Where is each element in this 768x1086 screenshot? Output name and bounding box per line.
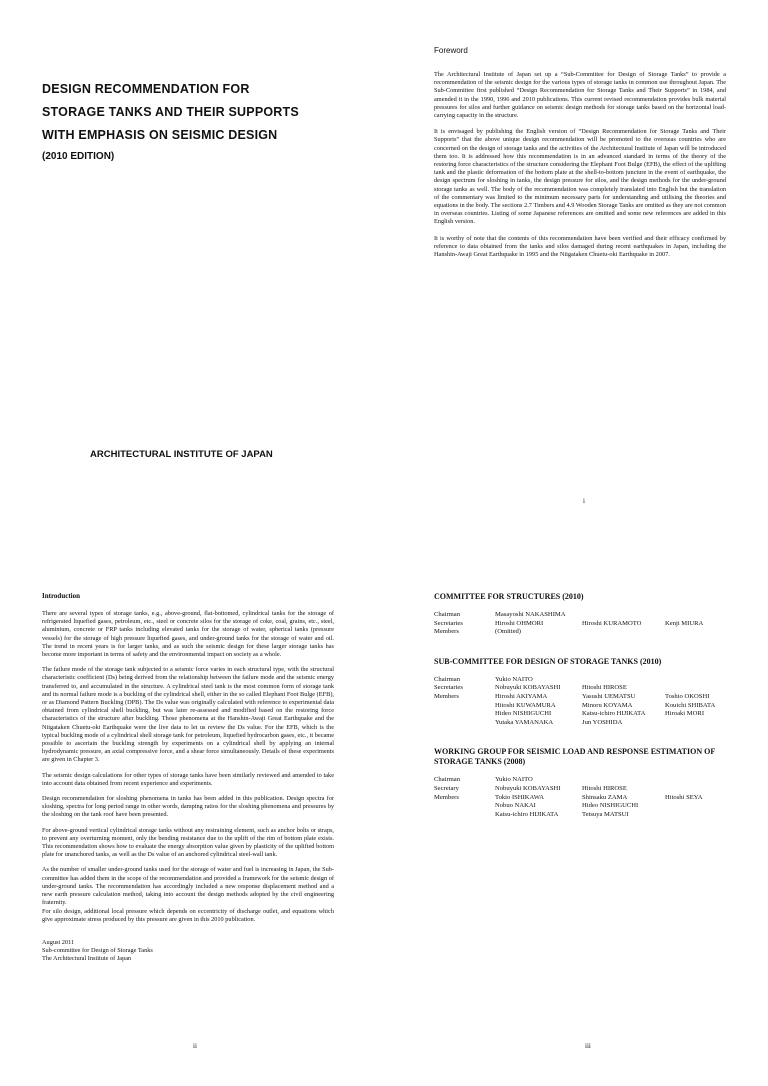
introduction-paragraph-2: The failure mode of the storage tank subjected to a seismic force varies in each structural type, with the structural characteristic coefficient (Ds) being derived from the relationship between the failure mode and the seismic energy transferred to, and accumulated in the structure. A cylindrical steel tank is the most common form of storage tank and its normal failure mode is a buckling of the cylindrical shell, either in the so called Elephant Foot Bulge (EFB), or as Diamond Pattern Buckling (DPB). The Ds value was originally calculated with reference to experimental data obtained from cylindrical shell buckling, but was later re-assessed and modified based on the restoring force characteristics of the structure after buckling. Those phenomena at the Hanshin-Awaji Great Earthquake and the Niigataken Chuetu-oki Earthquake were the live data to let us review the Ds value. For the EFB, which is the typical buckling mode of a cylindrical shell storage tank for petroleum, liquefied hydrocarbon gases, etc., it became possible to ascertain the buckling strength by experiments on a cylindrical shell by applying an internal hydrodynamic pressure, an axial compressive force, and a shear force simultaneously. Details of these experiments are given in Chapter 3.	[42, 666, 334, 764]
foreword-section	[434, 46, 726, 267]
document-title-line-2: STORAGE TANKS AND THEIR SUPPORTS	[42, 105, 299, 119]
roster-role: Secretary	[434, 784, 459, 792]
roster-role	[434, 802, 495, 811]
foreword-paragraph-3: It is worthy of note that the contents of this recommendation have been verified and their efficacy confirmed by reference to data obtained from the tanks and silos damaged during recent earthquakes in Japan, including the Hanshin-Awaji Great Earthquake in 1995 and the Niigataken Chuetu-oki Earthquake in 2007.	[434, 234, 726, 259]
roster-name	[665, 811, 703, 820]
roster-name	[665, 785, 703, 794]
roster-row	[434, 684, 715, 693]
roster-row	[434, 719, 715, 728]
roster-role	[434, 710, 495, 719]
document-title-line-1: DESIGN RECOMMENDATION FOR	[42, 82, 250, 96]
roster-name: Toshio OKOSHI	[665, 692, 710, 700]
roster-name	[665, 676, 715, 685]
title-block	[42, 82, 362, 162]
roster-role: Members	[434, 793, 459, 801]
signature-committee: Sub-committee for Design of Storage Tanks	[42, 947, 153, 955]
roster-name	[665, 719, 715, 728]
roster-row	[434, 702, 715, 711]
introduction-paragraph-3: The seismic design calculations for other types of storage tanks have been similarly reviewed and amended to take into account data obtained from recent experience and experiments.	[42, 771, 334, 787]
roster-name	[665, 776, 703, 785]
roster-name: Yukio NAITO	[495, 675, 533, 683]
roster-row	[434, 628, 703, 637]
roster-name: Hiroaki MORI	[665, 710, 705, 718]
page-number-ii: ii	[193, 1042, 197, 1050]
roster-name: Yasushi UEMATSU	[582, 692, 636, 700]
roster-name: Nobuo NAKAI	[495, 802, 536, 810]
roster-name: (Omitted)	[495, 628, 522, 636]
page-number-i: i	[583, 497, 585, 505]
introduction-heading: Introduction	[42, 592, 80, 600]
roster-role: Members	[434, 692, 459, 700]
introduction-paragraph-4: Design recommendation for sloshing phenomena in tanks has been added in this publication. Design spectra for sloshing, spectra for long period range in other words, damping ratios for the sloshing phenomena and pressures by the sloshing on the tank roof have been presented.	[42, 795, 334, 819]
committee-roster	[434, 611, 703, 637]
publisher-name: ARCHITECTURAL INSTITUTE OF JAPAN	[90, 449, 273, 460]
committees-section	[434, 592, 734, 839]
introduction-section	[42, 592, 334, 964]
roster-name: Jun YOSHIDA	[582, 718, 623, 726]
roster-name	[582, 611, 665, 620]
introduction-paragraph-6: As the number of smaller under-ground tanks used for the storage of water and fuel is increasing in Japan, the Sub-committee has added them in the scope of the recommendation and provided a framework for the seismic design of under-ground tanks. The recommendation has accordingly included a new response displacement method and a new earth pressure calculation method, taking into account the design methods adopted by the civil engineering fraternity. For silo design, additional local pressure which depends on eccentricity of discharge outlet, and equations which give approximate stress produced by this pressure are given in this 2010 publication.	[42, 866, 334, 923]
roster-row	[434, 811, 703, 820]
subcommittee-roster	[434, 676, 715, 728]
roster-name: Hideo NISHIGUCHI	[582, 802, 639, 810]
signature-date: August 2011	[42, 938, 75, 946]
roster-role: Secretaries	[434, 619, 463, 627]
roster-role: Members	[434, 628, 459, 636]
roster-name: Kenji MIURA	[665, 619, 704, 627]
roster-name: Katsu-ichiro HIJIKATA	[495, 810, 559, 818]
roster-name	[665, 628, 703, 637]
roster-role: Secretaries	[434, 684, 463, 692]
roster-row	[434, 785, 703, 794]
introduction-paragraph-1: There are several types of storage tanks, e.g., above-ground, flat-bottomed, cylindrical tanks for the storage of refrigerated liquefied gases, petroleum, etc., steel or concrete silos for the storage of coke, coal, grains, etc., steel, aluminium, concrete or FRP tanks including elevated tanks for the storage of water, spherical tanks (pressure vessels) for the storage of high pressure liquefied gases, and under-ground tanks for the storage of water and oil. The trend in recent years is for larger tanks, and as such the seismic design for these larger storage tanks has become more important in terms of safety and the environmental impact on society as a whole.	[42, 610, 334, 659]
foreword-heading: Foreword	[434, 46, 468, 55]
roster-role	[434, 811, 495, 820]
signature-institute: The Architectural Institute of Japan	[42, 955, 132, 963]
roster-role: Chairman	[434, 675, 461, 683]
foreword-paragraph-1: The Architectural Institute of Japan set up a “Sub-Committee for Design of Storage Tanks” to provide a recommendation of the seismic design for the various types of storage tanks in common use throughout Japan. The Sub-Committee first published “Design Recommendation for Storage Tanks and Their Supports” in 1984, and amended it in the 1990, 1996 and 2010 publications. This current revised recommendation provides bulk material pressures for silos and further guidance on seismic design methods for storage tanks based on the horizontal load-carrying capacity in the structure.	[434, 71, 726, 120]
foreword-paragraph-2: It is envisaged by publishing the English version of “Design Recommendation for Storage Tanks and Their Supports” that the above unique design recommendation will be promoted to the overseas countries who are concerned on the design of storage tanks and the activities of the Architectural Institute of Japan will be introduced them too. It is addressed how this recommendation is in an advanced standard in terms of the theory of the restoring force characteristics of the structure considering the Elephant Foot Bulge (EFB), the effect of the uplifting tank and the plastic deformation of the bottom plate at the shell-to-bottom juncture in the event of earthquake, the design spectrum for sloshing in tanks, the design pressure for silos, and the design methods for the under-ground storage tanks as well. The body of the recommendation was completely translated into English but the translation of the commentary was limited to the minimum necessary parts for understanding and utilising the theories and equations in the body. The sections 2.7 Timbers and 4.9 Wooden Storage Tanks are omitted as they are not common in overseas countries. Listing of some Japanese references are omitted and some new references are added in this English version.	[434, 128, 726, 226]
roster-row	[434, 676, 715, 685]
document-title-line-3: WITH EMPHASIS ON SEISMIC DESIGN	[42, 128, 278, 142]
introduction-paragraph-5: For above-ground vertical cylindrical storage tanks without any restraining element, such as anchor bolts or straps, to prevent any overturning moment, only the bending resistance due to the uplift of the rim of bottom plate exists. This recommendation shows how to evaluate the energy absorption value given by plasticity of the uplifted bottom plate for unanchored tanks, as well as the Ds value of an anchored cylindrical steel-wall tank.	[42, 826, 334, 859]
roster-row	[434, 794, 703, 803]
roster-name: Hiroshi KURAMOTO	[582, 619, 642, 627]
roster-row	[434, 776, 703, 785]
roster-name: Yukio NAITO	[495, 776, 533, 784]
edition-label: (2010 EDITION)	[42, 151, 115, 162]
roster-name: Hiroshi AKIYAMA	[495, 692, 548, 700]
roster-name: Hitoshi KUWAMURA	[495, 701, 556, 709]
roster-row	[434, 620, 703, 629]
roster-name	[665, 802, 703, 811]
roster-name: Tokio ISHIKAWA	[495, 793, 545, 801]
roster-role	[434, 702, 495, 711]
roster-name: Tetsuya MATSUI	[582, 810, 629, 818]
roster-name	[665, 684, 715, 693]
roster-row	[434, 693, 715, 702]
roster-name	[582, 776, 665, 785]
roster-row	[434, 802, 703, 811]
roster-name: Kouichi SHIBATA	[665, 701, 716, 709]
roster-name: Katsu-ichiro HIJIKATA	[582, 710, 646, 718]
roster-name	[582, 676, 665, 685]
roster-name: Hitoshi SEYA	[665, 793, 703, 801]
roster-row	[434, 710, 715, 719]
roster-name: Hiroshi OHMORI	[495, 619, 544, 627]
page-number-iii: iii	[585, 1042, 591, 1050]
roster-name: Hitoshi HIROSE	[582, 784, 627, 792]
roster-name: Nobuyuki KOBAYASHI	[495, 684, 561, 692]
working-group-title: WORKING GROUP FOR SEISMIC LOAD AND RESPONSE ESTIMATION OF STORAGE TANKS (2008)	[434, 747, 715, 767]
roster-name: Minoru KOYAMA	[582, 701, 633, 709]
working-group-roster	[434, 776, 703, 819]
roster-row	[434, 611, 703, 620]
subcommittee-title: SUB-COMMITTEE FOR DESIGN OF STORAGE TANKS (2010)	[434, 656, 662, 666]
committee-title: COMMITTEE FOR STRUCTURES (2010)	[434, 592, 584, 601]
roster-name	[582, 628, 665, 637]
roster-name: Nobuyuki KOBAYASHI	[495, 784, 561, 792]
roster-name	[665, 611, 703, 620]
roster-name: Hitoshi HIROSE	[582, 684, 627, 692]
roster-role: Chairman	[434, 776, 461, 784]
roster-role: Chairman	[434, 611, 461, 618]
roster-name: Hideo NISHIGUCHI	[495, 710, 552, 718]
roster-name: Masayoshi NAKASHIMA	[495, 611, 566, 618]
roster-name: Yutaka YAMANAKA	[495, 718, 554, 726]
roster-role	[434, 719, 495, 728]
roster-name: Shinsaku ZAMA	[582, 793, 628, 801]
